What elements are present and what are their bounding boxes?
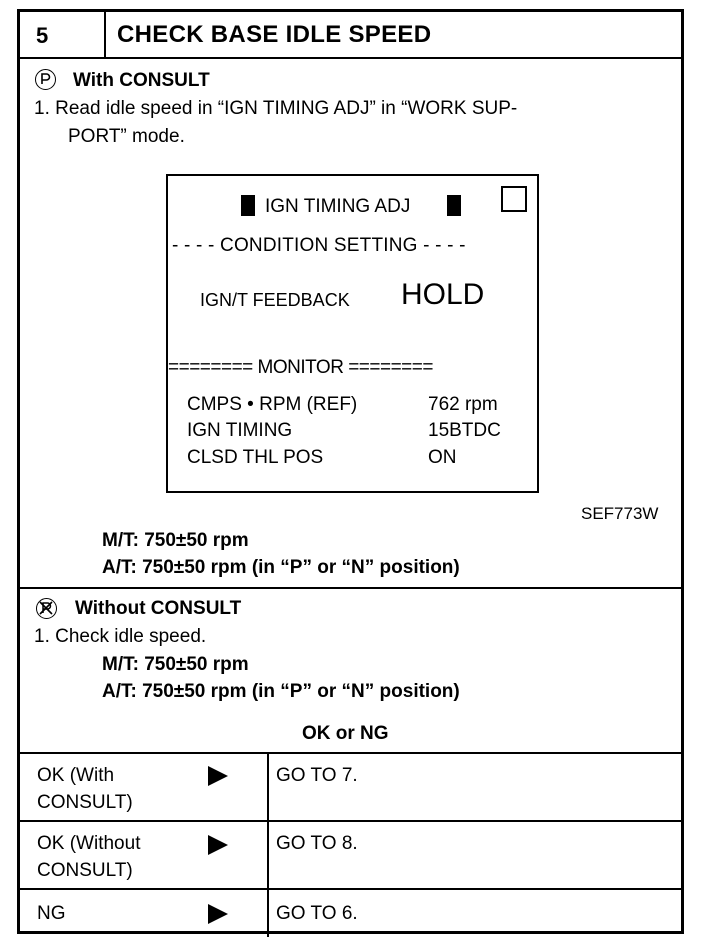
monitor-item-label: CLSD THL POS <box>187 447 324 468</box>
header-rule <box>20 57 681 59</box>
spec-at: A/T: 750±50 rpm (in “P” or “N” position) <box>102 557 460 578</box>
arrow-right-icon <box>208 904 228 924</box>
procedure-table <box>17 9 684 934</box>
monitor-label: ======== MONITOR ======== <box>168 357 433 378</box>
outcome-condition: OK (With <box>37 765 115 786</box>
outcome-rule <box>20 752 681 754</box>
monitor-item-value: 762 rpm <box>428 394 498 415</box>
step-number: 5 <box>36 23 49 48</box>
outcome-condition: OK (Without <box>37 833 141 854</box>
arrow-right-icon <box>208 835 228 855</box>
outcome-divider <box>267 752 269 937</box>
with-consult-step-1: 1. Read idle speed in “IGN TIMING ADJ” in “WORK SUP- <box>34 98 518 119</box>
step-title: CHECK BASE IDLE SPEED <box>117 21 432 48</box>
feedback-label: IGN/T FEEDBACK <box>200 290 350 310</box>
monitor-item-value: ON <box>428 447 457 468</box>
header-divider <box>104 12 106 57</box>
arrow-right-icon <box>208 766 228 786</box>
monitor-item-value: 15BTDC <box>428 420 501 441</box>
without-consult-heading: Without CONSULT <box>75 598 242 619</box>
monitor-item-label: IGN TIMING <box>187 420 293 441</box>
outcome-action: GO TO 7. <box>276 765 358 786</box>
consult-screen <box>166 174 539 493</box>
screen-checkbox <box>501 186 527 212</box>
spec-mt: M/T: 750±50 rpm <box>102 654 249 675</box>
spec-at: A/T: 750±50 rpm (in “P” or “N” position) <box>102 681 460 702</box>
outcome-condition: CONSULT) <box>37 792 133 813</box>
consult-p-icon <box>35 69 56 90</box>
screen-title: IGN TIMING ADJ <box>265 196 411 217</box>
outcome-rule <box>20 820 681 822</box>
section-rule <box>20 587 681 589</box>
outcome-action: GO TO 6. <box>276 903 358 924</box>
result-heading: OK or NG <box>302 723 389 744</box>
with-consult-step-1-cont: PORT” mode. <box>68 126 185 147</box>
without-consult-step-1: 1. Check idle speed. <box>34 626 207 647</box>
screen-title-block-icon <box>447 195 461 216</box>
no-consult-icon <box>36 598 57 619</box>
with-consult-heading: With CONSULT <box>73 70 210 91</box>
figure-id: SEF773W <box>581 504 659 523</box>
condition-setting-label: - - - - CONDITION SETTING - - - - <box>172 235 466 256</box>
outcome-condition: NG <box>37 903 66 924</box>
outcome-rule <box>20 888 681 890</box>
monitor-item-label: CMPS • RPM (REF) <box>187 394 358 415</box>
feedback-value: HOLD <box>401 278 485 311</box>
screen-title-block-icon <box>241 195 255 216</box>
outcome-action: GO TO 8. <box>276 833 358 854</box>
outcome-condition: CONSULT) <box>37 860 133 881</box>
spec-mt: M/T: 750±50 rpm <box>102 530 249 551</box>
